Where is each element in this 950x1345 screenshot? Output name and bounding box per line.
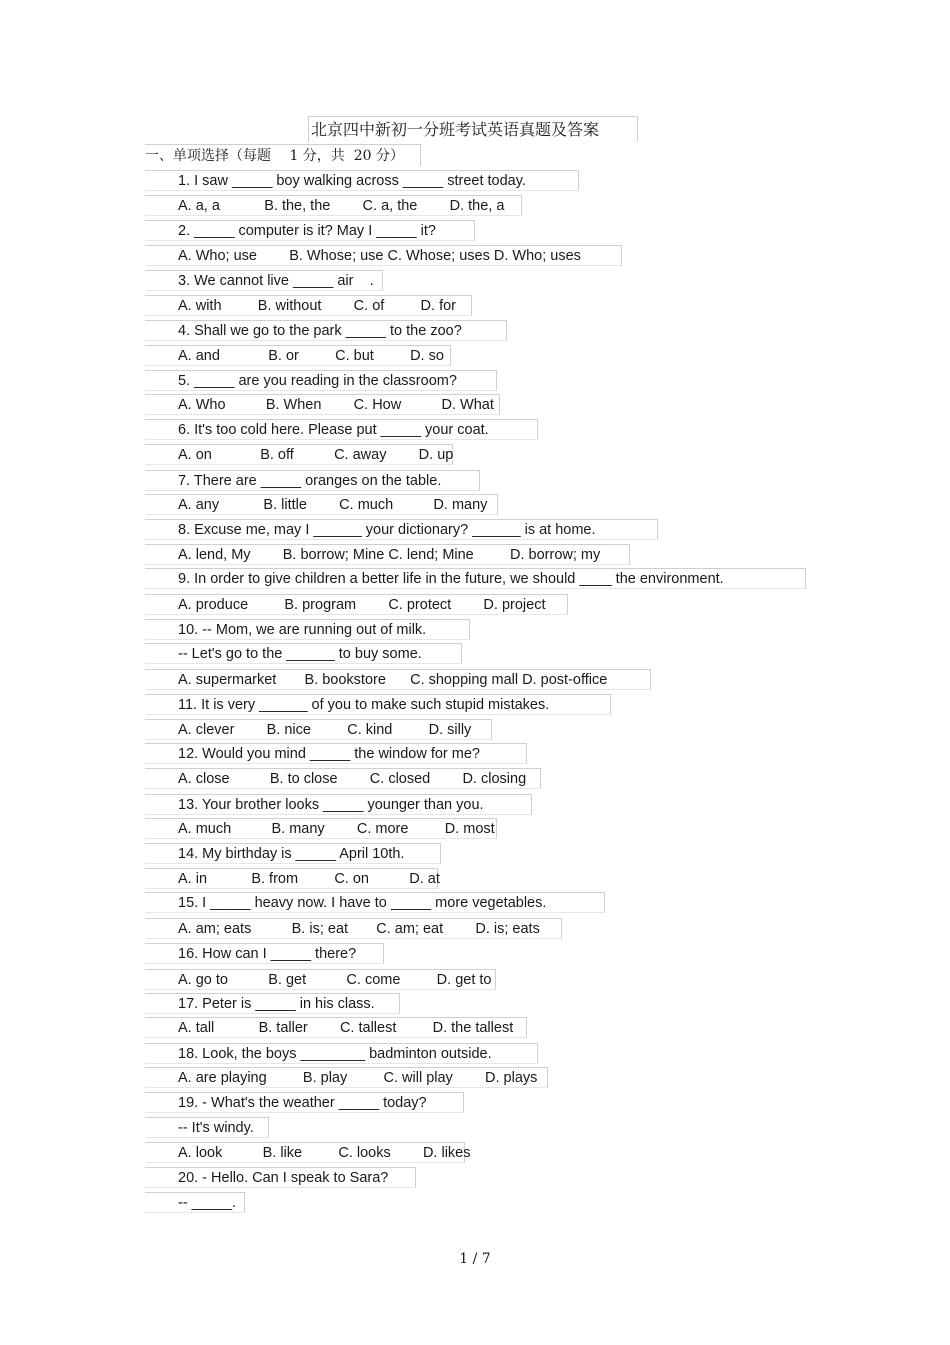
question-line: 11. It is very ______ of you to make such stupid mistakes. — [145, 694, 611, 715]
question-line: A. are playing B. play C. will play D. plays — [145, 1067, 548, 1088]
question-line: A. look B. like C. looks D. likes — [145, 1142, 465, 1163]
question-line: A. clever B. nice C. kind D. silly — [145, 719, 492, 740]
question-line: A. go to B. get C. come D. get to — [145, 969, 496, 990]
question-line: A. supermarket B. bookstore C. shopping mall D. post-office — [145, 669, 651, 690]
question-line: A. Who; use B. Whose; use C. Whose; uses D. Who; uses — [145, 245, 622, 266]
question-line: 20. - Hello. Can I speak to Sara? — [145, 1167, 416, 1188]
question-line: 12. Would you mind _____ the window for me? — [145, 743, 527, 764]
question-line: A. on B. off C. away D. up — [145, 444, 453, 465]
question-line: 1. I saw _____ boy walking across _____ street today. — [145, 170, 579, 191]
question-line: 5. _____ are you reading in the classroom? — [145, 370, 497, 391]
question-line: -- It's windy. — [145, 1117, 269, 1138]
question-line: A. am; eats B. is; eat C. am; eat D. is; eats — [145, 918, 562, 939]
question-line: 2. _____ computer is it? May I _____ it? — [145, 220, 475, 241]
question-line: 4. Shall we go to the park _____ to the zoo? — [145, 320, 507, 341]
question-line: A. tall B. taller C. tallest D. the tallest — [145, 1017, 527, 1038]
question-line: 8. Excuse me, may I ______ your dictionary? ______ is at home. — [145, 519, 658, 540]
question-line: A. much B. many C. more D. most — [145, 818, 497, 839]
question-line: 18. Look, the boys ________ badminton outside. — [145, 1043, 538, 1064]
question-line: 19. - What's the weather _____ today? — [145, 1092, 464, 1113]
question-line: A. Who B. When C. How D. What — [145, 394, 500, 415]
question-line: 6. It's too cold here. Please put _____ your coat. — [145, 419, 538, 440]
page-number: 1 / 7 — [459, 1251, 491, 1267]
question-line: 3. We cannot live _____ air . — [145, 270, 383, 291]
question-line: 10. -- Mom, we are running out of milk. — [145, 619, 470, 640]
question-line: A. lend, My B. borrow; Mine C. lend; Mine D. borrow; my — [145, 544, 630, 565]
question-line: 16. How can I _____ there? — [145, 943, 384, 964]
question-line: A. produce B. program C. protect D. project — [145, 594, 568, 615]
question-line: A. with B. without C. of D. for — [145, 295, 472, 316]
question-line: 9. In order to give children a better life in the future, we should ____ the environment. — [145, 568, 806, 589]
question-line: 15. I _____ heavy now. I have to _____ more vegetables. — [145, 892, 605, 913]
question-line: A. a, a B. the, the C. a, the D. the, a — [145, 195, 522, 216]
question-line: 7. There are _____ oranges on the table. — [145, 470, 480, 491]
question-line: A. close B. to close C. closed D. closing — [145, 768, 541, 789]
question-line: -- Let's go to the ______ to buy some. — [145, 643, 462, 664]
question-line: -- _____. — [145, 1192, 245, 1213]
question-line: A. and B. or C. but D. so — [145, 345, 451, 366]
question-line: 14. My birthday is _____ April 10th. — [145, 843, 441, 864]
section-heading: 一、单项选择（每题 1 分，共 20 分） — [145, 144, 421, 166]
question-line: 17. Peter is _____ in his class. — [145, 993, 400, 1014]
question-line: A. in B. from C. on D. at — [145, 868, 438, 889]
question-line: A. any B. little C. much D. many — [145, 494, 498, 515]
question-line: 13. Your brother looks _____ younger than you. — [145, 794, 532, 815]
document-title: 北京四中新初一分班考试英语真题及答案 — [308, 116, 638, 142]
